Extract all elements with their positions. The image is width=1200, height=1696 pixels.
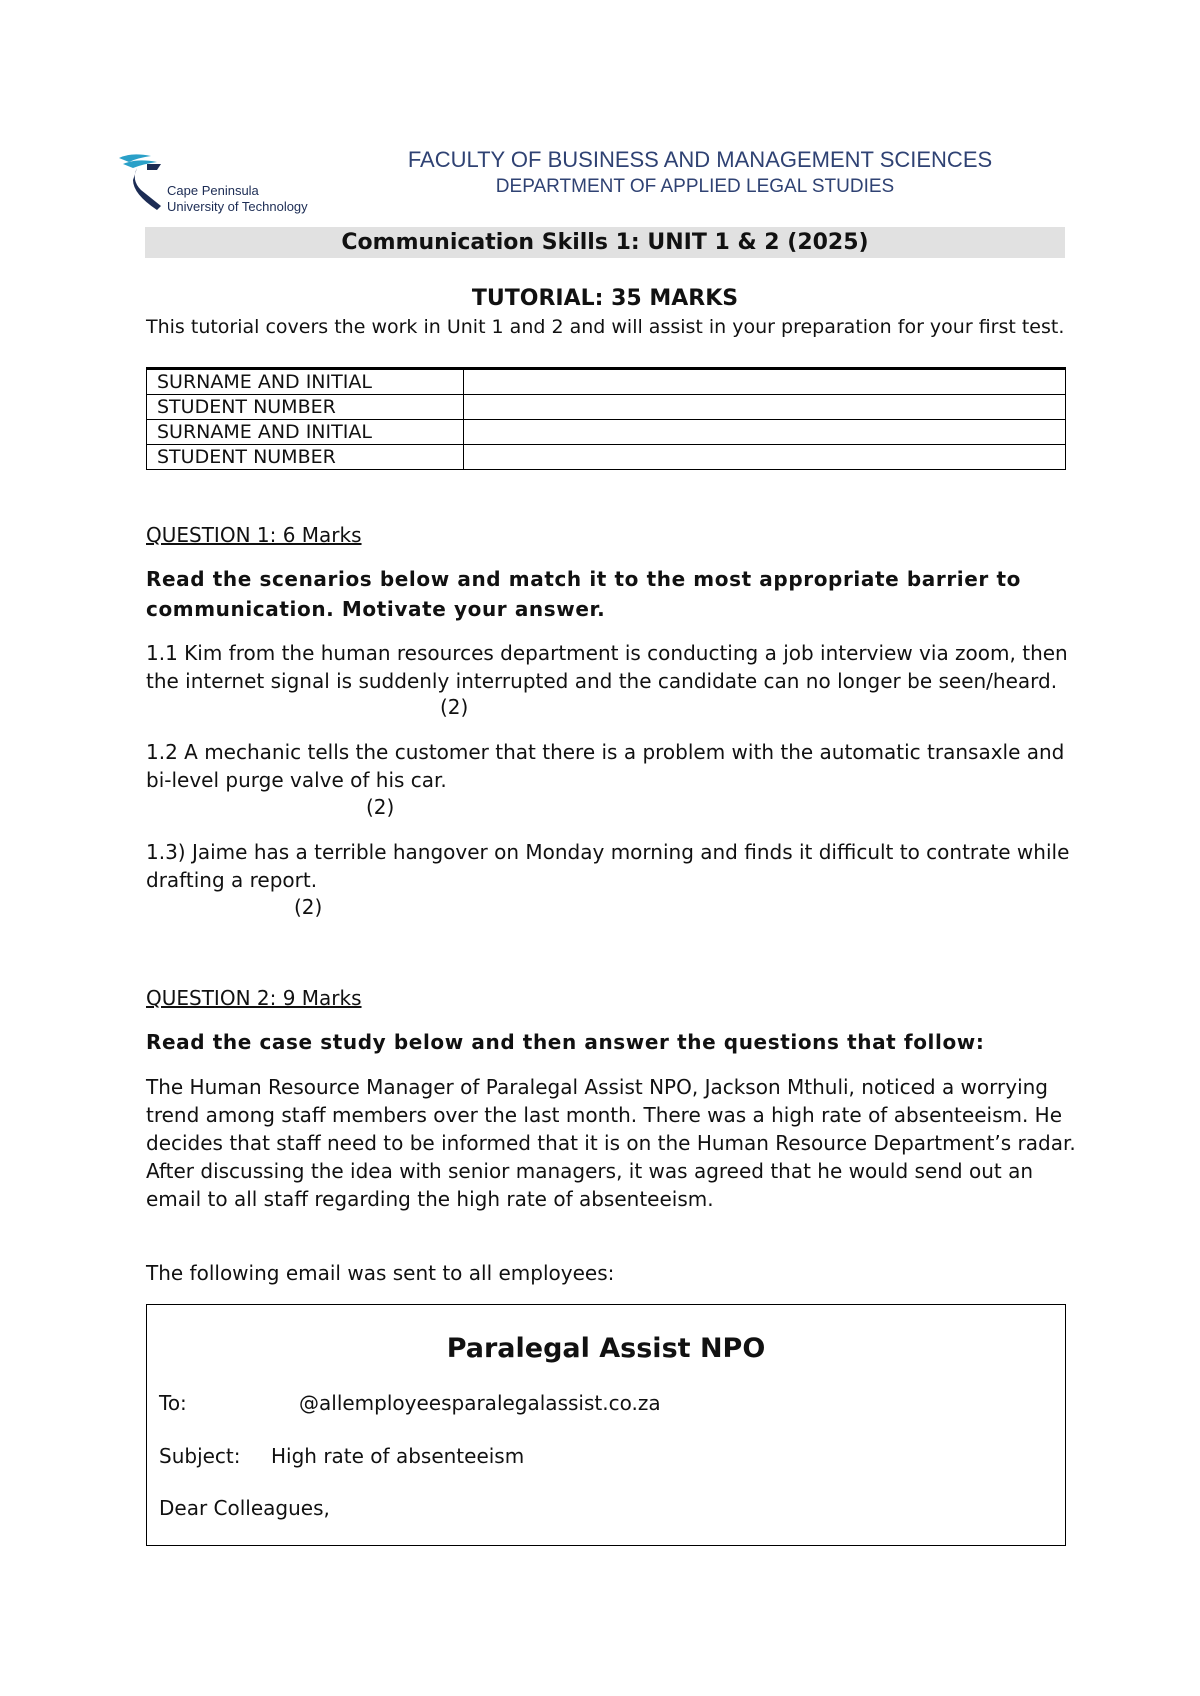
row-value-field[interactable]: [464, 369, 1066, 395]
question1-item-2: 1.2 A mechanic tells the customer that there is a problem with the automatic transaxle and bi-level purge valve of his car.: [146, 740, 1065, 792]
student-details-table: [146, 367, 1066, 470]
question1-item-1: 1.1 Kim from the human resources department is conducting a job interview via zoom, then the internet signal is suddenly interrupted and the candidate can no longer be seen/heard.: [146, 641, 1068, 693]
logo-text: [167, 183, 308, 215]
item-1-marks: (2): [440, 695, 469, 719]
tutorial-intro: This tutorial covers the work in Unit 1 and 2 and will assist in your preparation for your first test.: [146, 316, 1065, 338]
question1-item-3: 1.3) Jaime has a terrible hangover on Monday morning and finds it difficult to contrate while drafting a report.: [146, 840, 1070, 892]
email-box: [146, 1304, 1066, 1546]
case-study-text: The Human Resource Manager of Paralegal Assist NPO, Jackson Mthuli, noticed a worrying trend among staff members over the last month. There was a high rate of absenteeism. He decides that staff need to be informed that it is on the Human Resource Department’s radar. After discussing the idea with senior managers, it was agreed that he would send out an email to all staff regarding the high rate of absenteeism.: [146, 1075, 1076, 1211]
email-to-value: @allemployeesparalegalassist.co.za: [299, 1391, 661, 1415]
logo-line2: University of Technology: [167, 199, 308, 214]
row-label: STUDENT NUMBER: [147, 445, 464, 470]
row-value-field[interactable]: [464, 445, 1066, 470]
row-label: SURNAME AND INITIAL: [147, 420, 464, 445]
row-label: SURNAME AND INITIAL: [147, 369, 464, 395]
cput-emblem-icon: [117, 150, 167, 210]
email-to-label: To:: [159, 1391, 187, 1415]
item-2-marks: (2): [366, 795, 395, 819]
faculty-heading: FACULTY OF BUSINESS AND MANAGEMENT SCIENCES: [407, 147, 993, 172]
question2-instruction: Read the case study below and then answer the questions that follow:: [146, 1030, 985, 1054]
logo-line1: Cape Peninsula: [167, 183, 259, 198]
item-3-marks: (2): [294, 895, 323, 919]
email-greeting: Dear Colleagues,: [159, 1496, 330, 1520]
email-intro: The following email was sent to all employees:: [146, 1261, 615, 1285]
table-row: [147, 395, 1066, 420]
course-title: Communication Skills 1: UNIT 1 & 2 (2025): [145, 227, 1065, 258]
department-heading: DEPARTMENT OF APPLIED LEGAL STUDIES: [495, 176, 895, 197]
table-row: [147, 445, 1066, 470]
question2-heading: QUESTION 2: 9 Marks: [146, 986, 362, 1010]
row-label: STUDENT NUMBER: [147, 395, 464, 420]
email-subject-label: Subject:: [159, 1444, 241, 1468]
row-value-field[interactable]: [464, 395, 1066, 420]
table-row: [147, 420, 1066, 445]
question1-heading: QUESTION 1: 6 Marks: [146, 523, 362, 547]
question1-instruction: Read the scenarios below and match it to the most appropriate barrier to communication. Motivate your answer.: [146, 567, 1021, 621]
cput-logo: [117, 150, 317, 220]
email-organisation: Paralegal Assist NPO: [446, 1333, 766, 1364]
email-subject-value: High rate of absenteeism: [271, 1444, 525, 1468]
row-value-field[interactable]: [464, 420, 1066, 445]
table-row: [147, 369, 1066, 395]
tutorial-heading: TUTORIAL: 35 MARKS: [471, 286, 739, 311]
